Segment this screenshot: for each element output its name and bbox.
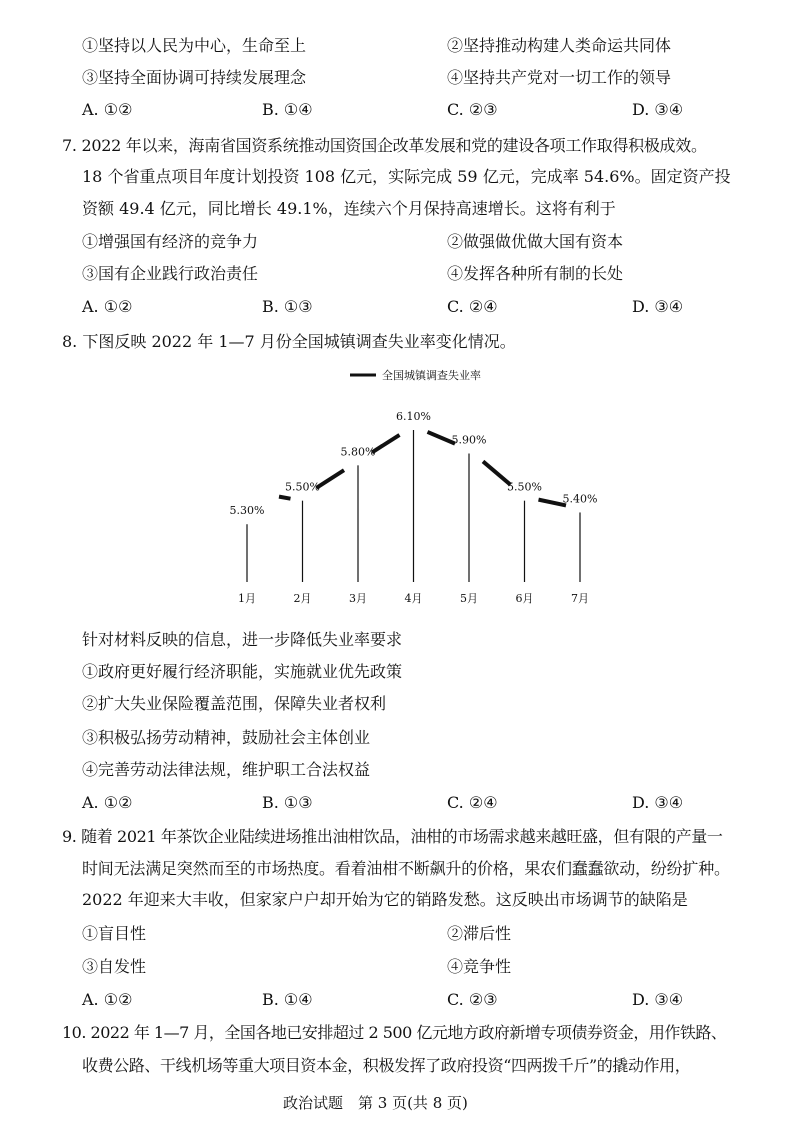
q7-choice-c: C. ②④ [447,297,498,316]
q7-choice-b: B. ①③ [262,297,313,316]
q10-stem-line-1: 10. 2022 年 1—7 月，全国各地已安排超过 2 500 亿元地方政府新增专项债券资金，用作铁路、 [62,1023,727,1042]
q9-stem-line-1: 9. 随着 2021 年茶饮企业陆续进场推出油柑饮品，油柑的市场需求越来越旺盛，但有限的产量一 [62,827,723,846]
data-label-6: 5.50% [507,480,542,494]
q8-choice-c: C. ②④ [447,793,498,812]
legend-label: 全国城镇调查失业率 [382,369,481,382]
q8-stem: 8. 下图反映 2022 年 1—7 月份全国城镇调查失业率变化情况。 [62,332,516,351]
q9-item-4: ④竞争性 [447,957,512,976]
data-label-4: 6.10% [396,410,431,423]
q8-choice-d: D. ③④ [632,793,684,812]
q6-choice-b: B. ①④ [262,100,313,119]
q7-item-3: ③国有企业践行政治责任 [82,264,259,283]
q6-item-4: ④坚持共产党对一切工作的领导 [447,68,672,87]
data-label-2: 5.50% [285,480,320,494]
q9-choice-c: C. ②③ [447,990,498,1009]
data-label-3: 5.80% [340,445,376,459]
q7-item-2: ②做强做优做大国有资本 [447,232,624,251]
q8-item-4: ④完善劳动法律法规，维护职工合法权益 [82,760,371,779]
q9-choice-d: D. ③④ [632,990,684,1009]
q9-item-3: ③自发性 [82,957,147,976]
q6-item-2: ②坚持推动构建人类命运共同体 [447,36,672,55]
q9-item-1: ①盲目性 [82,924,147,943]
q9-choice-a: A. ①② [82,990,133,1009]
q7-choice-d: D. ③④ [632,297,684,316]
q7-stem-line-2: 18 个省重点项目年度计划投资 108 亿元，实际完成 59 亿元，完成率 54.6%。固定资产投 [82,167,731,186]
series-segment-3 [372,435,400,453]
month-label-5: 5月 [460,592,478,605]
data-label-7: 5.40% [562,492,598,506]
q9-stem-line-3: 2022 年迎来大丰收，但家家户户却开始为它的销路发愁。这反映出市场调节的缺陷是 [82,890,688,909]
month-label-3: 3月 [349,592,367,605]
q6-choice-c: C. ②③ [447,100,498,119]
month-label-1: 1月 [238,592,256,605]
unemployment-chart [200,360,620,610]
q8-item-1: ①政府更好履行经济职能，实施就业优先政策 [82,662,403,681]
q8-item-2: ②扩大失业保险覆盖范围，保障失业者权利 [82,694,387,713]
q8-after: 针对材料反映的信息，进一步降低失业率要求 [82,630,403,649]
q7-stem-line-3: 资额 49.4 亿元，同比增长 49.1%，连续六个月保持高速增长。这将有利于 [82,199,616,218]
q7-stem-line-1: 7. 2022 年以来，海南省国资系统推动国资国企改革发展和党的建设各项工作取得积极成效。 [62,136,707,155]
month-label-4: 4月 [404,592,423,605]
q6-choice-d: D. ③④ [632,100,684,119]
month-label-6: 6月 [515,592,534,605]
q7-item-1: ①增强国有经济的竞争力 [82,232,259,251]
q9-stem-line-2: 时间无法满足突然而至的市场热度。看着油柑不断飙升的价格，果农们蠢蠢欲动，纷纷扩种。 [82,859,730,878]
q7-item-4: ④发挥各种所有制的长处 [447,264,624,283]
q9-item-2: ②滞后性 [447,924,512,943]
month-label-2: 2月 [293,592,312,605]
page-footer: 政治试题 第 3 页(共 8 页) [283,1094,468,1112]
q10-stem-line-2: 收费公路、干线机场等重大项目资本金，积极发挥了政府投资“四两拨千斤”的撬动作用， [82,1056,691,1075]
data-label-5: 5.90% [451,433,487,447]
q8-choice-a: A. ①② [82,793,133,812]
q9-choice-b: B. ①④ [262,990,313,1009]
q7-choice-a: A. ①② [82,297,133,316]
q6-choice-a: A. ①② [82,100,133,119]
series-segment-1 [279,497,291,499]
q6-item-1: ①坚持以人民为中心，生命至上 [82,36,307,55]
month-label-7: 7月 [571,592,589,605]
q6-item-3: ③坚持全面协调可持续发展理念 [82,68,307,87]
q8-choice-b: B. ①③ [262,793,313,812]
data-label-1: 5.30% [229,504,265,518]
series-segment-2 [317,470,345,488]
q8-item-3: ③积极弘扬劳动精神，鼓励社会主体创业 [82,728,371,747]
